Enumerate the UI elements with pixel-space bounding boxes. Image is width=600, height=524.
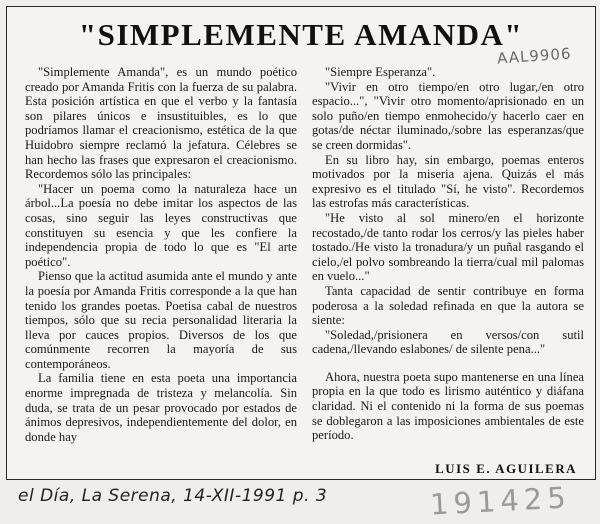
paragraph: Ahora, nuestra poeta supo mantenerse en una línea propia en la que todo es lirismo auténtico y diáfana claridad. Ni el contenido ni la forma de sus poemas se doblegaron a las imposiciones ambientales de este período. [312,369,584,443]
catalog-number-stamp: 191425 [429,480,572,522]
left-column [25,65,297,444]
paragraph: Tanta capacidad de sentir contribuye en forma poderosa a la soledad refinada en que la autora se siente: [312,283,584,328]
paragraph: "Hacer un poema como la naturaleza hace un árbol...La poesía no debe imitar los aspectos de las cosas, sino seguir las leyes constructivas que constituyen su esencia y que les confiere la independencia propia de todo lo que es "El arte poético". [25,181,297,269]
paragraph: "Siempre Esperanza". [325,65,436,79]
paragraph: En su libro hay, sin embargo, poemas enteros motivados por la miseria ajena. Quizás el más expresivo es el titulado "Sí, he visto". Recordemos las estrofas más características. [312,152,584,211]
paragraph: "He visto al sol minero/en el horizonte recostado,/de tanto rodar los cerros/y las pieles haber tostado./He visto la tronadura/y un puñal rasgando el cielo,/el polvo sombreando la tierra/cual mil palomas en vuelo..." [312,210,584,284]
paragraph: Pienso que la actitud asumida ante el mundo y ante la poesía por Amanda Fritis corresponde a la que han tenido los grandes poetas. Poetisa cabal de nuestros tiempos, sólo que su recia personalidad literaria la lleva por cauces propios. Diversos de los que comúnmente recorren la mayoría de sus contemporáneos. [25,269,297,371]
newspaper-clipping [6,6,596,480]
paragraph: "Vivir en otro tiempo/en otro lugar,/en otro espacio...", "Vivir otro momento/aprisionado en un solo puño/en tiempo enmohecido/y hacerlo caer en gotas/de néctar iluminado,/sobre las esperanzas/que se creen dormidas". [312,79,584,152]
archive-code-stamp: AAL9906 [495,44,572,68]
article-title: "SIMPLEMENTE AMANDA" [78,17,524,52]
right-column [312,65,584,443]
handwritten-source-note: el Día, La Serena, 14-XII-1991 p. 3 [18,486,328,506]
paragraph: "Soledad,/prisionera en versos/con sutil cadena,/llevando eslabones/ de silente pena..." [312,327,584,357]
paragraph: La familia tiene en esta poeta una importancia enorme impregnada de tristeza y melancolía. Sin duda, se trata de un pesar provocado por estados de ánimos depresivos, independientemente del dolor, en donde hay [25,371,297,444]
paragraph: "Simplemente Amanda", es un mundo poético creado por Amanda Fritis con la fuerza de su palabra. Esta posición artística en que el verbo y la fantasía son pilares únicos e insustituibles, es lo que podríamos llamar el creacionismo, estética de la que Huidobro siempre reclamó la jefatura. Célebres se han hecho las frases que expresaron el creacionismo. Recordemos sólo las principales: [25,65,297,182]
author-signature: LUIS E. AGUILERA [435,462,577,476]
